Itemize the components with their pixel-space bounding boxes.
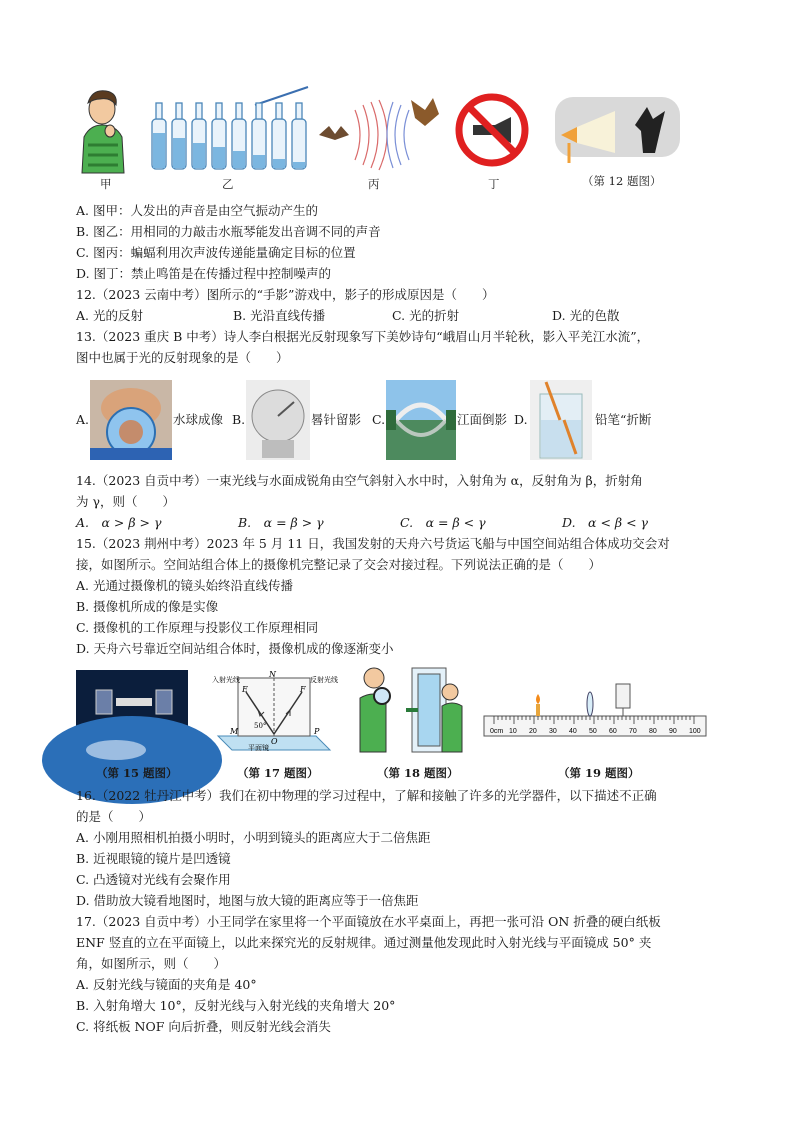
q15-stem-line2: 接，如图所示。空间站组合体上的摄像机完整记录了交会对接过程。下列说法正确的是（ ）: [76, 557, 602, 572]
label-reflected-ray: 反射光线: [310, 677, 338, 684]
q15-option-c: C. 摄像机的工作原理与投影仪工作原理相同: [76, 620, 319, 635]
bat-echolocation-figure: [315, 90, 445, 170]
figure-18-caption: （第 18 题图）: [377, 766, 459, 780]
q11-option-a: A. 图甲：人发出的声音是由空气振动产生的: [76, 203, 318, 218]
water-bottles-figure: [150, 85, 310, 175]
q14-option-c: C. α = β < γ: [400, 515, 486, 530]
ruler-tick-label: 40: [569, 728, 577, 735]
q15-stem-line1: 15.（2023 荆州中考）2023 年 5 月 11 日，我国发射的天舟六号货运飞船与中国空间站组合体成功交会对: [76, 536, 670, 551]
label-incident-ray: 入射光线: [212, 677, 240, 684]
label-angle-50: 50°: [254, 722, 267, 730]
q14-stem-line2: 为 γ，则（ ）: [76, 494, 175, 509]
q13-letter-c: C.: [372, 412, 386, 427]
q16-option-c: C. 凸透镜对光线有会聚作用: [76, 872, 231, 887]
q13-text-b: 晷针留影: [311, 412, 362, 427]
q15-option-b: B. 摄像机所成的像是实像: [76, 599, 219, 614]
reflection-experiment-diagram: [212, 670, 338, 754]
pencil-in-water-image: [530, 380, 592, 460]
ruler-tick-label: 20: [529, 728, 537, 735]
ruler-tick-label: 30: [549, 728, 557, 735]
ruler-tick-label: 80: [649, 728, 657, 735]
q17-stem-line1: 17.（2023 自贡中考）小王同学在家里将一个平面镜放在水平桌面上，再把一张可沿 ON 折叠的硬白纸板: [76, 914, 661, 929]
label-M: M: [230, 727, 239, 736]
q13-letter-d: D.: [514, 412, 528, 427]
q13-text-a: 水球成像: [173, 412, 224, 427]
q14-option-a: A. α > β > γ: [76, 515, 162, 530]
label-P: P: [314, 727, 320, 736]
q17-stem-line3: 角，如图所示，则（ ）: [76, 956, 227, 971]
label-N: N: [269, 670, 276, 679]
q16-option-b: B. 近视眼镜的镜片是凹透镜: [76, 851, 231, 866]
figure-15-caption: （第 15 题图）: [96, 766, 178, 780]
label-F: F: [300, 685, 306, 694]
q12-option-a: A. 光的反射: [76, 308, 143, 323]
figure-19-caption: （第 19 题图）: [558, 766, 640, 780]
q15-option-a: A. 光通过摄像机的镜头始终沿直线传播: [76, 578, 293, 593]
q15-option-d: D. 天舟六号靠近空间站组合体时，摄像机成的像逐渐变小: [76, 641, 394, 656]
q17-option-c: C. 将纸板 NOF 向后折叠，则反射光线会消失: [76, 1019, 331, 1034]
ruler-tick-label: 70: [629, 728, 637, 735]
q17-option-a: A. 反射光线与镜面的夹角是 40°: [76, 977, 257, 992]
q14-option-d: D. α < β < γ: [562, 515, 649, 530]
q16-option-d: D. 借助放大镜看地图时，地图与放大镜的距离应等于一倍焦距: [76, 893, 419, 908]
label-E: E: [242, 685, 248, 694]
q17-stem-line2: ENF 竖直的立在平面镜上，以此来探究光的反射规律。通过测量他发现此时入射光线与平面镜成 50° 夹: [76, 935, 652, 950]
q13-letter-a: A.: [76, 412, 90, 427]
figure-row-q11-q12: [70, 85, 730, 195]
bridge-reflection-image: [386, 380, 456, 460]
hand-shadow-figure: [555, 97, 680, 167]
q11-option-b: B. 图乙：用相同的力敲击水瓶琴能发出音调不同的声音: [76, 224, 381, 239]
ruler-tick-label: 90: [669, 728, 677, 735]
q14-stem-line1: 14.（2023 自贡中考）一束光线与水面成锐角由空气斜射入水中时，入射角为 α，反射角为 β，折射角: [76, 473, 643, 488]
label-bing: 丙: [368, 177, 380, 191]
q12-option-c: C. 光的折射: [392, 308, 460, 323]
label-O: O: [271, 737, 278, 746]
q11-option-c: C. 图丙：蝙蝠利用次声波传递能量确定目标的位置: [76, 245, 356, 260]
magnifier-window-figure: [346, 662, 464, 756]
figure-17-caption: （第 17 题图）: [237, 766, 319, 780]
optical-bench-figure: [480, 676, 710, 744]
ruler-tick-label: 10: [509, 728, 517, 735]
figure-12-caption: （第 12 题图）: [582, 174, 662, 188]
q16-stem-line1: 16.（2022 牡丹江中考）我们在初中物理的学习过程中，了解和接触了许多的光学器件，以下描述不正确: [76, 788, 657, 803]
label-jia: 甲: [100, 177, 112, 191]
label-plane-mirror: 平面镜: [248, 745, 269, 752]
sundial-image: [246, 380, 310, 460]
space-station-image: [76, 670, 188, 746]
label-yi: 乙: [222, 177, 234, 191]
ruler-tick-label: 50: [589, 728, 597, 735]
no-honking-sign-icon: [455, 93, 530, 168]
q16-option-a: A. 小刚用照相机拍摄小明时，小明到镜头的距离应大于二倍焦距: [76, 830, 431, 845]
q13-letter-b: B.: [232, 412, 246, 427]
label-ding: 丁: [488, 177, 500, 191]
q14-option-b: B. α = β > γ: [238, 515, 324, 530]
ruler-tick-label: 60: [609, 728, 617, 735]
q16-stem-line2: 的是（ ）: [76, 809, 152, 824]
q12-stem: 12.（2023 云南中考）图所示的“手影”游戏中，影子的形成原因是（ ）: [76, 287, 495, 302]
q13-stem-line1: 13.（2023 重庆 B 中考）诗人李白根据光反射现象写下美妙诗句“峨眉山月半轮秋，影入平羌江水流”，: [76, 329, 650, 344]
person-figure: [70, 85, 140, 175]
water-ball-image: [90, 380, 172, 460]
q17-option-b: B. 入射角增大 10°，反射光线与入射光线的夹角增大 20°: [76, 998, 396, 1013]
q13-stem-line2: 图中也属于光的反射现象的是（ ）: [76, 350, 289, 365]
ruler-tick-label: 0cm: [490, 728, 504, 735]
q12-option-d: D. 光的色散: [552, 308, 620, 323]
q12-option-b: B. 光沿直线传播: [233, 308, 326, 323]
q11-option-d: D. 图丁：禁止鸣笛是在传播过程中控制噪声的: [76, 266, 332, 281]
ruler-tick-label: 100: [689, 728, 701, 735]
q13-text-c: 江面倒影: [457, 412, 508, 427]
q13-text-d: 铅笔“折断: [595, 412, 652, 427]
